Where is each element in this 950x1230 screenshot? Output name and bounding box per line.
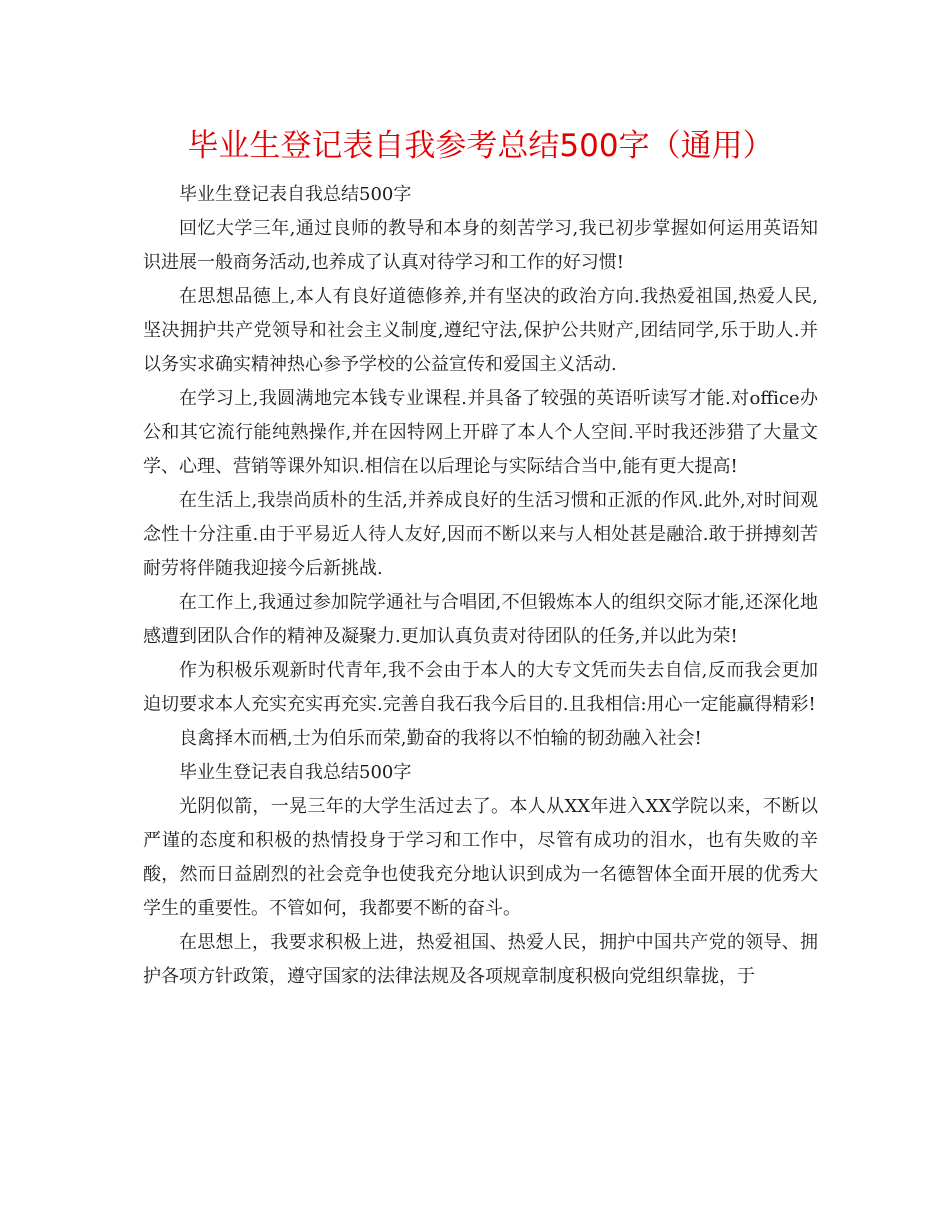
section-2	[143, 756, 818, 994]
section-1	[143, 178, 818, 756]
paragraph: 在思想品德上,本人有良好道德修养,并有坚决的政治方向.我热爱祖国,热爱人民,坚决拥护共产党领导和社会主义制度,遵纪守法,保护公共财产,团结同学,乐于助人.并以务实求确实精神热心参予学校的公益宣传和爱国主义活动.	[143, 286, 818, 375]
paragraph: 在工作上,我通过参加院学通社与合唱团,不但锻炼本人的组织交际才能,还深化地感遭到团队合作的精神及凝聚力.更加认真负责对待团队的任务,并以此为荣!	[143, 592, 818, 647]
document-title: 毕业生登记表自我参考总结500字（通用）	[187, 128, 774, 164]
paragraph: 作为积极乐观新时代青年,我不会由于本人的大专文凭而失去自信,反而我会更加迫切要求本人充实充实再充实.完善自我石我今后目的.且我相信:用心一定能赢得精彩!	[143, 660, 818, 715]
paragraph: 良禽择木而栖,士为伯乐而荣,勤奋的我将以不怕输的韧劲融入社会!	[179, 728, 702, 749]
paragraph: 在思想上，我要求积极上进，热爱祖国、热爱人民，拥护中国共产党的领导、拥护各项方针政策，遵守国家的法律法规及各项规章制度积极向党组织靠拢，于	[143, 932, 818, 987]
paragraph: 在生活上,我崇尚质朴的生活,并养成良好的生活习惯和正派的作风.此外,对时间观念性十分注重.由于平易近人待人友好,因而不断以来与人相处甚是融洽.敢于拼搏刻苦耐劳将伴随我迎接今后新挑战.	[143, 490, 818, 579]
section-heading: 毕业生登记表自我总结500字	[179, 762, 412, 783]
paragraph: 在学习上,我圆满地完本钱专业课程.并具备了较强的英语听读写才能.对office办公和其它流行能纯熟操作,并在因特网上开辟了本人个人空间.平时我还涉猎了大量文学、心理、营销等课外知识.相信在以后理论与实际结合当中,能有更大提高!	[143, 388, 818, 477]
section-heading: 毕业生登记表自我总结500字	[179, 184, 412, 205]
paragraph: 回忆大学三年,通过良师的教导和本身的刻苦学习,我已初步掌握如何运用英语知识进展一般商务活动,也养成了认真对待学习和工作的好习惯!	[143, 218, 818, 273]
paragraph: 光阴似箭，一晃三年的大学生活过去了。本人从XX年进入XX学院以来，不断以严谨的态度和积极的热情投身于学习和工作中，尽管有成功的泪水，也有失败的辛酸，然而日益剧烈的社会竞争也使我充分地认识到成为一名德智体全面开展的优秀大学生的重要性。不管如何，我都要不断的奋斗。	[143, 796, 818, 919]
